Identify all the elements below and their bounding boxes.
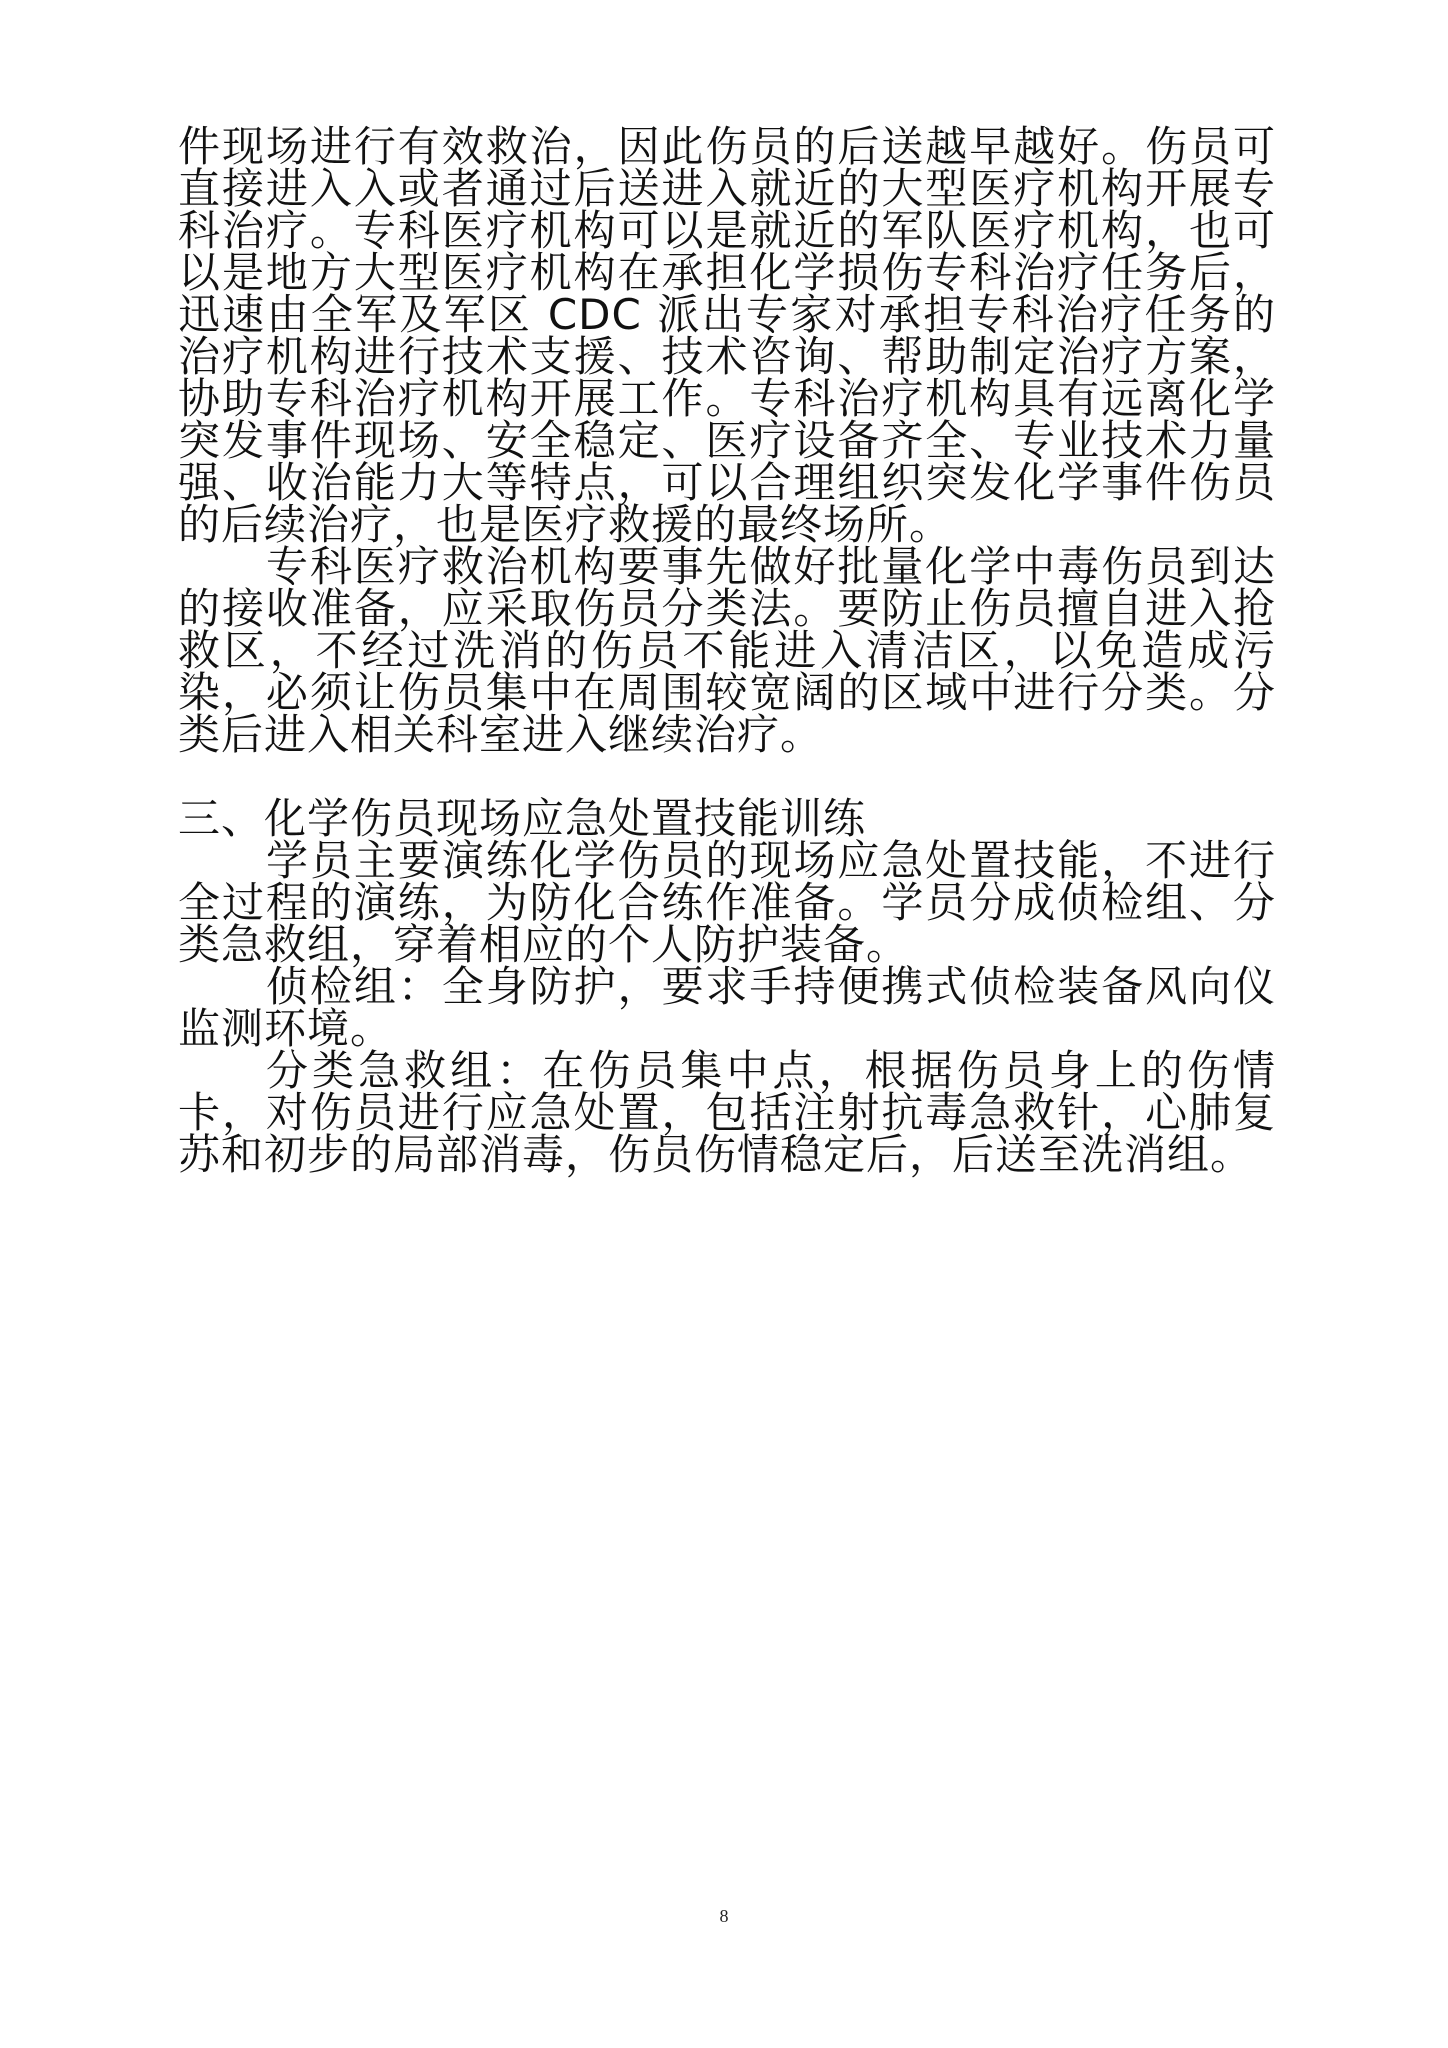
paragraph-triage-group: 分类急救组：在伤员集中点，根据伤员身上的伤情卡，对伤员进行应急处置，包括注射抗毒急救针，心肺复苏和初步的局部消毒，伤员伤情稳定后，后送至洗消组。 <box>178 1046 1276 1179</box>
paragraph-detection-group: 侦检组：全身防护，要求手持便携式侦检装备风向仪监测环境。 <box>178 962 1276 1053</box>
paragraph-specialist-treatment: 专科医疗救治机构要事先做好批量化学中毒伤员到达的接收准备，应采取伤员分类法。要防止伤员擅自进入抢救区，不经过洗消的伤员不能进入清洁区，以免造成污染，必须让伤员集中在周围较宽阔的区域中进行分类。分类后进入相关科室进入继续治疗。 <box>178 542 1276 759</box>
page-number: 8 <box>719 1906 729 1926</box>
paragraph-training-overview: 学员主要演练化学伤员的现场应急处置技能，不进行全过程的演练，为防化合练作准备。学员分成侦检组、分类急救组，穿着相应的个人防护装备。 <box>178 836 1276 969</box>
paragraph-continuation: 件现场进行有效救治，因此伤员的后送越早越好。伤员可直接进入入或者通过后送进入就近的大型医疗机构开展专科治疗。专科医疗机构可以是就近的军队医疗机构，也可以是地方大型医疗机构在承担化学损伤专科治疗任务后，迅速由全军及军区 CDC 派出专家对承担专科治疗任务的治疗机构进行技术支援、技术咨询、帮助制定治疗方案，协助专科治疗机构开展工作。专科治疗机构具有远离化学突发事件现场、安全稳定、医疗设备齐全、专业技术力量强、收治能力大等特点，可以合理组织突发化学事件伤员的后续治疗，也是医疗救援的最终场所。 <box>178 122 1276 549</box>
section-spacer <box>178 756 1276 798</box>
document-body <box>178 122 1276 1179</box>
section-heading: 三、化学伤员现场应急处置技能训练 <box>178 794 867 843</box>
